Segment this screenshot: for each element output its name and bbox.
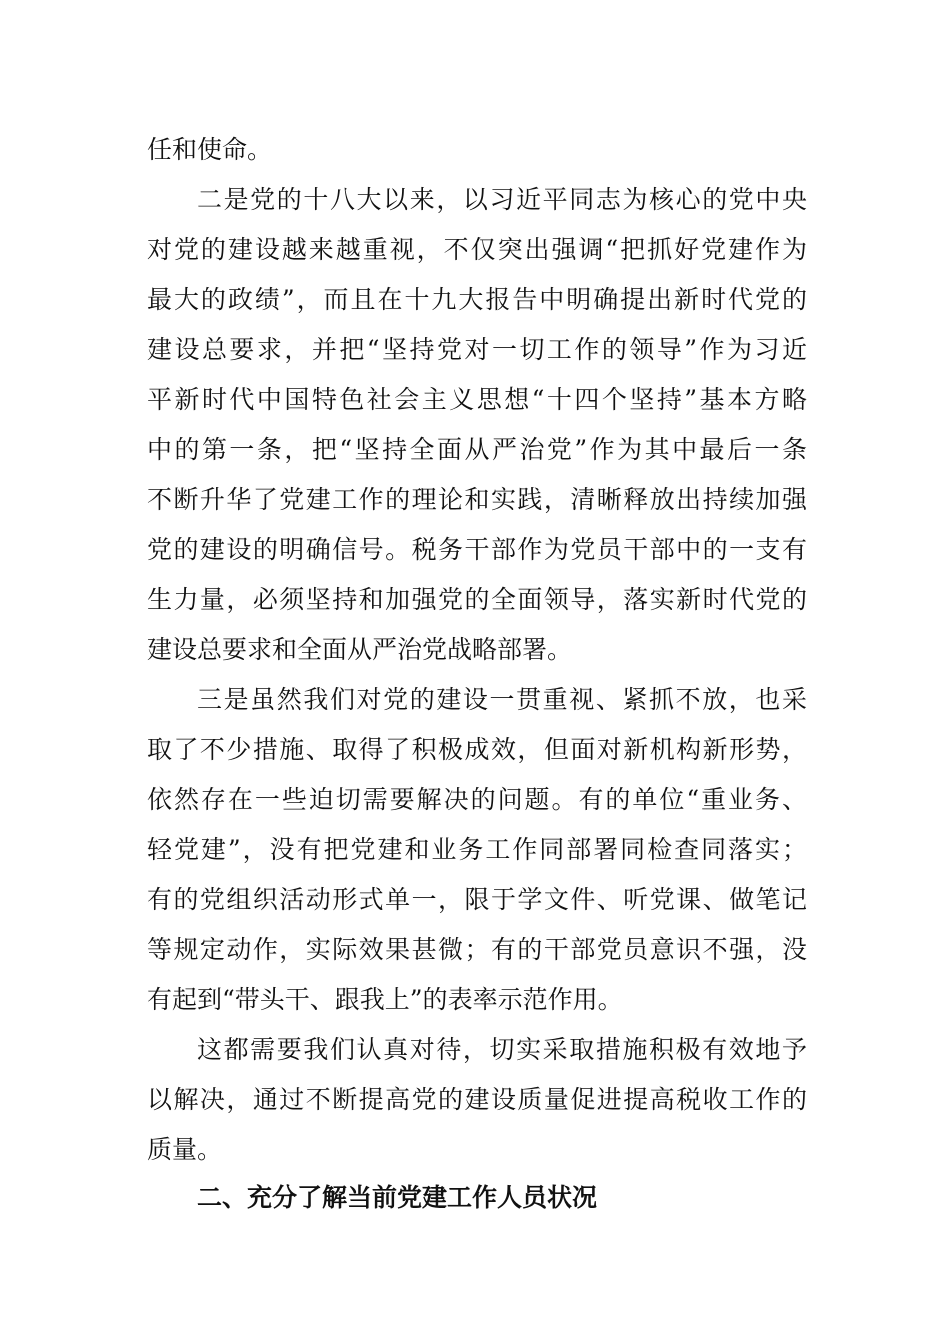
text-line: 最大的政绩”，而且在十九大报告中明确提出新时代党的 xyxy=(147,285,807,314)
text-line: 等规定动作，实际效果甚微；有的干部党员意识不强，没 xyxy=(147,935,807,964)
text-line: 生力量，必须坚持和加强党的全面领导，落实新时代党的 xyxy=(147,585,807,614)
text-line: 有的党组织活动形式单一，限于学文件、听党课、做笔记 xyxy=(147,885,807,914)
paragraph-first-line: 三是虽然我们对党的建设一贯重视、紧抓不放，也采 xyxy=(197,685,807,714)
text-line: 取了不少措施、取得了积极成效，但面对新机构新形势， xyxy=(147,735,807,764)
text-line: 不断升华了党建工作的理论和实践，清晰释放出持续加强 xyxy=(147,485,807,514)
paragraph-first-line: 二是党的十八大以来，以习近平同志为核心的党中央 xyxy=(197,185,807,214)
text-line: 中的第一条，把“坚持全面从严治党”作为其中最后一条 xyxy=(147,435,807,464)
text-line: 建设总要求和全面从严治党战略部署。 xyxy=(147,635,573,664)
text-line: 依然存在一些迫切需要解决的问题。有的单位“重业务、 xyxy=(147,785,807,814)
text-line: 质量。 xyxy=(147,1135,223,1164)
text-line: 党的建设的明确信号。税务干部作为党员干部中的一支有 xyxy=(147,535,807,564)
paragraph-first-line: 这都需要我们认真对待，切实采取措施积极有效地予 xyxy=(197,1035,807,1064)
section-heading: 二、充分了解当前党建工作人员状况 xyxy=(197,1183,598,1212)
text-line: 平新时代中国特色社会主义思想“十四个坚持”基本方略 xyxy=(147,385,807,414)
text-line: 对党的建设越来越重视，不仅突出强调“把抓好党建作为 xyxy=(147,235,807,264)
text-line: 有起到“带头干、跟我上”的表率示范作用。 xyxy=(147,985,623,1014)
text-line: 建设总要求，并把“坚持党对一切工作的领导”作为习近 xyxy=(147,335,807,364)
text-line: 以解决，通过不断提高党的建设质量促进提高税收工作的 xyxy=(147,1085,807,1114)
text-line: 轻党建”，没有把党建和业务工作同部署同检查同落实； xyxy=(147,835,807,864)
text-line: 任和使命。 xyxy=(147,135,273,164)
